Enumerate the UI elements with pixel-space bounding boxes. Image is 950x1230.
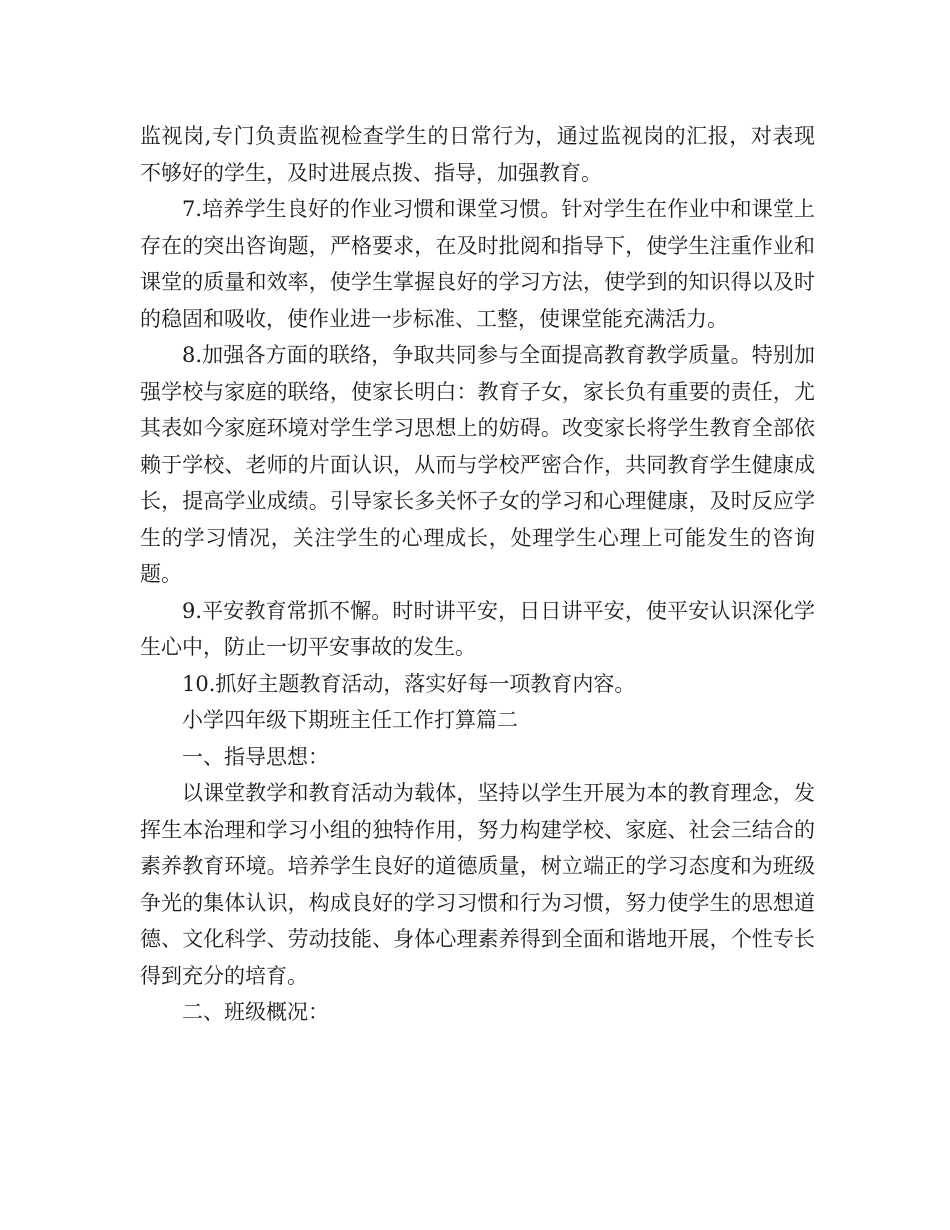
document-body [140, 118, 815, 1031]
heading-guiding-thought: 一、指导思想： [182, 744, 329, 769]
paragraph-item-9: 9.平安教育常抓不懈。时时讲平安，日日讲平安，使平安认识深化学生心中，防止一切平安事故的发生。 [140, 598, 815, 659]
heading-class-overview: 二、班级概况： [182, 1000, 329, 1024]
section-title: 小学四年级下期班主任工作打算篇二 [182, 708, 518, 732]
paragraph-item-8: 8.加强各方面的联络，争取共同参与全面提高教育教学质量。特别加强学校与家庭的联络，使家长明白：教育子女，家长负有重要的责任，尤其表如今家庭环境对学生学习思想上的妨碍。改变家长将学生教育全部依赖于学校、老师的片面认识，从而与学校严密合作，共同教育学生健康成长，提高学业成绩。引导家长多关怀子女的学习和心理健康，及时反应学生的学习情况，关注学生的心理成长，处理学生心理上可能发生的咨询题。 [140, 343, 815, 586]
paragraph-continuation: 监视岗,专门负责监视检查学生的日常行为，通过监视岗的汇报，对表现不够好的学生，及时进展点拨、指导，加强教育。 [140, 124, 815, 185]
paragraph-guiding-thought: 以课堂教学和教育活动为载体，坚持以学生开展为本的教育理念，发挥生本治理和学习小组的独特作用，努力构建学校、家庭、社会三结合的素养教育环境。培养学生良好的道德质量，树立端正的学习态度和为班级争光的集体认识，构成良好的学习习惯和行为习惯，努力使学生的思想道德、文化科学、劳动技能、身体心理素养得到全面和谐地开展，个性专长得到充分的培育。 [140, 781, 815, 988]
paragraph-item-10: 10.抓好主题教育活动，落实好每一项教育内容。 [182, 671, 636, 696]
paragraph-item-7: 7.培养学生良好的作业习惯和课堂习惯。针对学生在作业中和课堂上存在的突出咨询题，严格要求，在及时批阅和指导下，使学生注重作业和课堂的质量和效率，使学生掌握良好的学习方法，使学到的知识得以及时的稳固和吸收，使作业进一步标准、工整，使课堂能充满活力。 [140, 197, 815, 331]
